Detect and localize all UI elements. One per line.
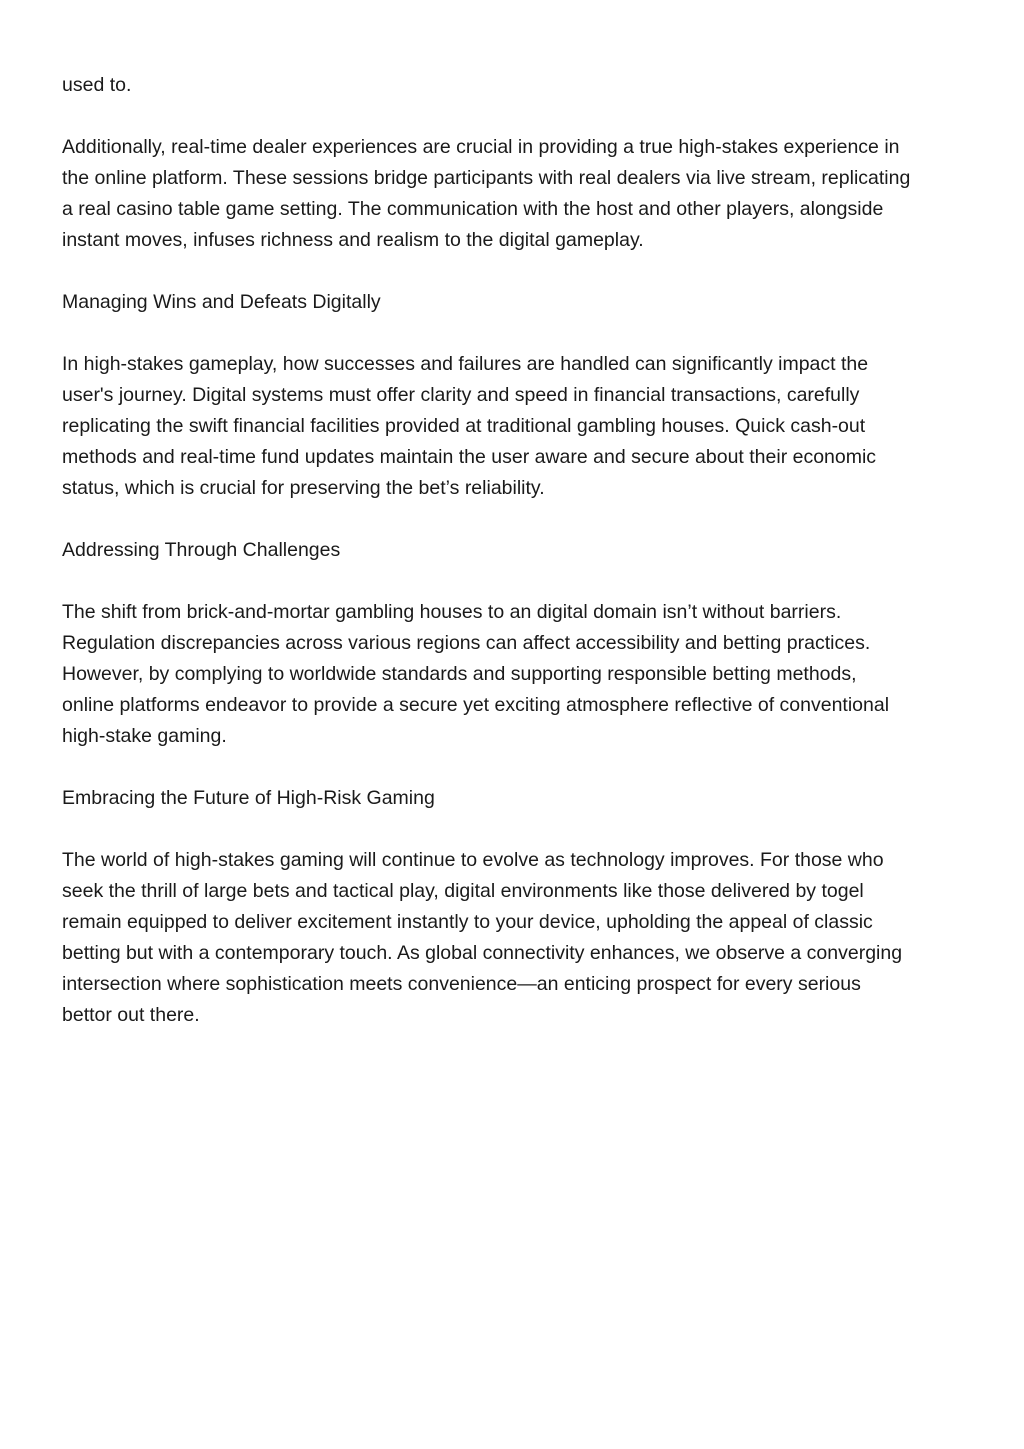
text-line: betting but with a contemporary touch. As global connectivity enhances, we observe a converging <box>62 942 903 964</box>
text-line: used to. <box>62 74 132 96</box>
paragraph-future <box>62 845 972 1031</box>
paragraph-managing-wins <box>62 349 972 504</box>
text-line: online platforms endeavor to provide a secure yet exciting atmosphere reflective of conventional <box>62 694 890 716</box>
heading-text: Managing Wins and Defeats Digitally <box>62 291 381 313</box>
text-line: intersection where sophistication meets convenience—an enticing prospect for every serious <box>62 973 861 995</box>
section-heading-future <box>62 783 972 814</box>
heading-text: Addressing Through Challenges <box>62 539 341 561</box>
document-body <box>62 70 972 1062</box>
text-line: replicating the swift financial facilities provided at traditional gambling houses. Quick cash-out <box>62 415 866 437</box>
section-heading-managing-wins <box>62 287 972 318</box>
text-line: seek the thrill of large bets and tactical play, digital environments like those delivered by togel <box>62 880 864 902</box>
section-heading-challenges <box>62 535 972 566</box>
text-line: high-stake gaming. <box>62 725 227 747</box>
text-line: remain equipped to deliver excitement instantly to your device, upholding the appeal of classic <box>62 911 873 933</box>
text-line: In high-stakes gameplay, how successes and failures are handled can significantly impact the <box>62 353 869 375</box>
text-line: Additionally, real-time dealer experiences are crucial in providing a true high-stakes experience in <box>62 136 900 158</box>
text-line: status, which is crucial for preserving the bet’s reliability. <box>62 477 545 499</box>
text-line: bettor out there. <box>62 1004 200 1026</box>
heading-text: Embracing the Future of High-Risk Gaming <box>62 787 435 809</box>
text-line: a real casino table game setting. The communication with the host and other players, alongside <box>62 198 884 220</box>
text-line: the online platform. These sessions bridge participants with real dealers via live stream, replicating <box>62 167 911 189</box>
paragraph-continuation <box>62 70 972 101</box>
paragraph-live-dealer <box>62 132 972 256</box>
paragraph-challenges <box>62 597 972 752</box>
text-line: The world of high-stakes gaming will continue to evolve as technology improves. For those who <box>62 849 884 871</box>
text-line: methods and real-time fund updates maintain the user aware and secure about their economic <box>62 446 877 468</box>
text-line: The shift from brick-and-mortar gambling houses to an digital domain isn’t without barriers. <box>62 601 842 623</box>
text-line: instant moves, infuses richness and realism to the digital gameplay. <box>62 229 644 251</box>
text-line: However, by complying to worldwide standards and supporting responsible betting methods, <box>62 663 857 685</box>
text-line: user's journey. Digital systems must offer clarity and speed in financial transactions, carefully <box>62 384 860 406</box>
text-line: Regulation discrepancies across various regions can affect accessibility and betting practices. <box>62 632 871 654</box>
